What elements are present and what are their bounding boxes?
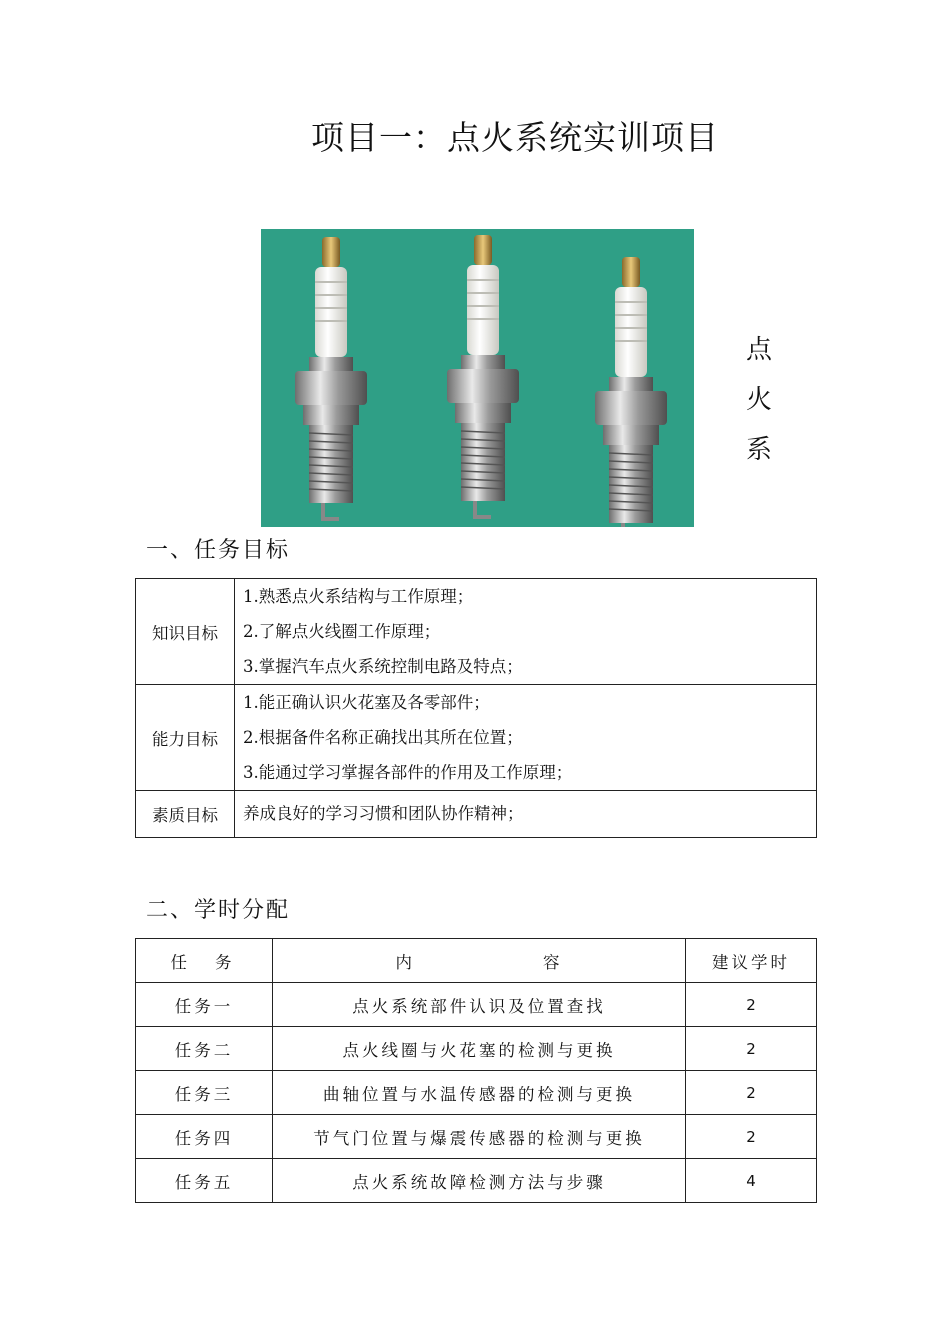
row-body [235,791,817,838]
spark-plugs-photo [261,229,694,527]
header-hours: 建议学时 [686,939,817,983]
task-name: 任务五 [136,1159,273,1203]
task-hours: 2 [686,1115,817,1159]
goal-item: 3.能通过学习掌握各部件的作用及工作原理； [243,763,573,782]
header-content-part: 内 [395,952,415,972]
goal-item: 养成良好的学习习惯和团队协作精神； [243,804,524,823]
section-heading-goals: 一、任务目标 [146,538,291,563]
side-char: 火 [745,385,772,415]
goals-table [135,578,817,838]
row-body [235,685,817,791]
table-row [136,791,817,838]
page-title: 项目一：点火系统实训项目 [311,118,719,157]
header-task: 任务 [136,939,273,983]
table-row [136,579,817,685]
table-row [136,1027,817,1071]
task-content: 节气门位置与爆震传感器的检测与更换 [273,1115,686,1159]
table-row [136,685,817,791]
goal-item: 2.了解点火线圈工作原理； [243,622,441,641]
goal-item: 2.根据备件名称正确找出其所在位置； [243,728,523,747]
header-content-part: 容 [543,952,563,972]
row-label: 能力目标 [136,685,235,791]
side-char: 系 [745,435,772,465]
task-hours: 2 [686,1027,817,1071]
task-name: 任务四 [136,1115,273,1159]
table-row [136,1115,817,1159]
task-hours: 2 [686,1071,817,1115]
task-name: 任务一 [136,983,273,1027]
table-row [136,983,817,1027]
side-vertical-text [744,325,774,475]
hours-table [135,938,817,1203]
task-content: 点火系统故障检测方法与步骤 [273,1159,686,1203]
task-name: 任务二 [136,1027,273,1071]
table-header-row [136,939,817,983]
table-row [136,1159,817,1203]
task-name: 任务三 [136,1071,273,1115]
task-content: 点火线圈与火花塞的检测与更换 [273,1027,686,1071]
task-content: 曲轴位置与水温传感器的检测与更换 [273,1071,686,1115]
side-char: 点 [745,335,772,365]
goal-item: 3.掌握汽车点火系统控制电路及特点； [243,657,523,676]
header-content [273,939,686,983]
task-hours: 4 [686,1159,817,1203]
row-label: 知识目标 [136,579,235,685]
row-label: 素质目标 [136,791,235,838]
goal-item: 1.熟悉点火系结构与工作原理； [243,587,474,606]
table-row [136,1071,817,1115]
section-heading-hours: 二、学时分配 [146,898,291,923]
goal-item: 1.能正确认识火花塞及各零部件； [243,693,490,712]
task-hours: 2 [686,983,817,1027]
row-body [235,579,817,685]
task-content: 点火系统部件认识及位置查找 [273,983,686,1027]
